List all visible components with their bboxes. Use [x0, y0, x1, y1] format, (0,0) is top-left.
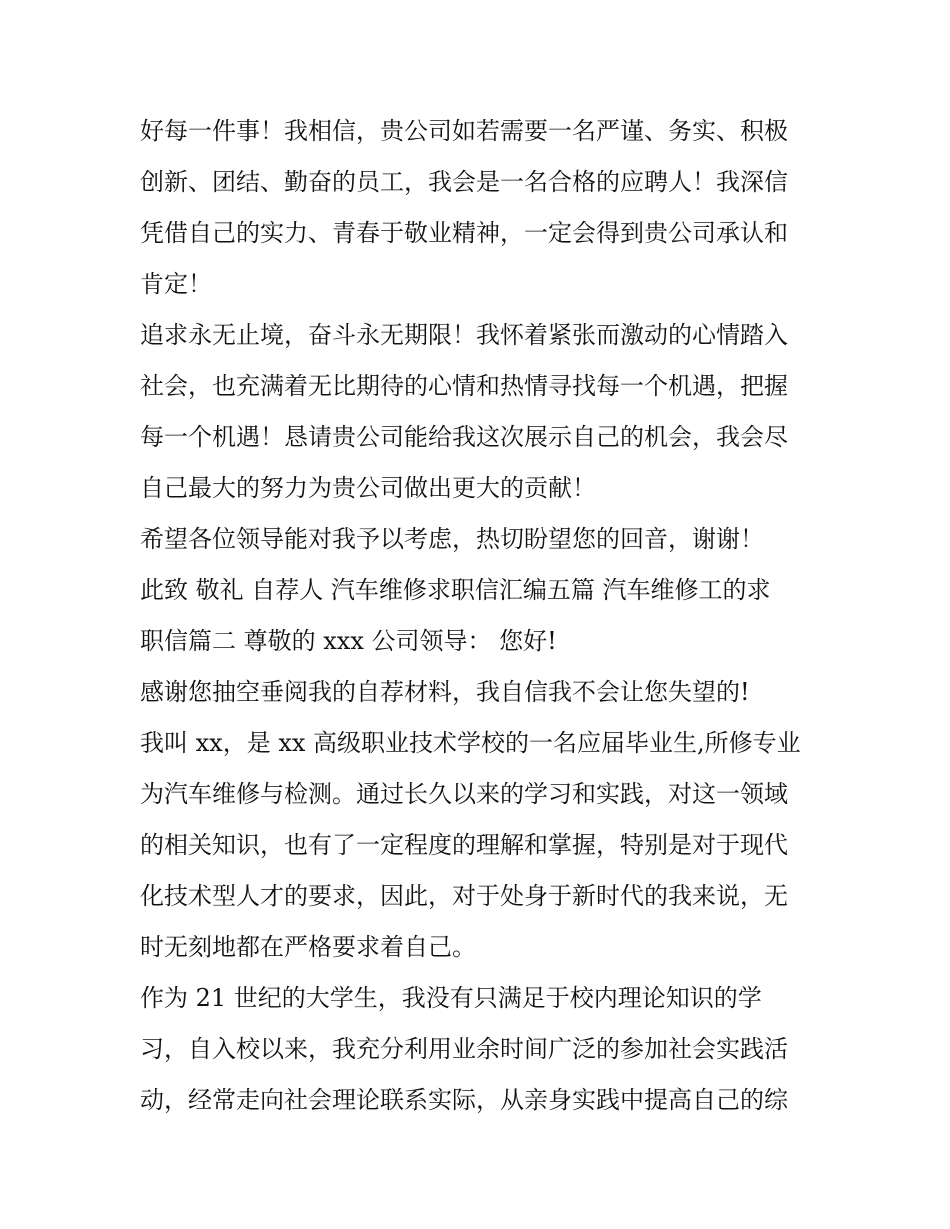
text-line: 追求永无止境，奋斗永无期限！我怀着紧张而激动的心情踏入: [140, 321, 788, 349]
text-line: 创新、团结、勤奋的员工，我会是一名合格的应聘人！我深信: [140, 168, 788, 196]
text-line: 每一个机遇！恳请贵公司能给我这次展示自己的机会，我会尽: [140, 423, 788, 451]
text-line: 自己最大的努力为贵公司做出更大的贡献！: [140, 474, 596, 502]
text-line: 职信篇二 尊敬的 xxx 公司领导： 您好!: [140, 627, 557, 655]
text-line: 社会，也充满着无比期待的心情和热情寻找每一个机遇，把握: [140, 372, 788, 400]
text-line: 的相关知识，也有了一定程度的理解和掌握，特别是对于现代: [140, 831, 788, 859]
text-line: 化技术型人才的要求，因此，对于处身于新时代的我来说，无: [140, 882, 788, 910]
text-line: 我叫 xx，是 xx 高级职业技术学校的一名应届毕业生,所修专业: [140, 729, 801, 757]
text-line: 感谢您抽空垂阅我的自荐材料，我自信我不会让您失望的!: [140, 678, 750, 706]
text-line: 时无刻地都在严格要求着自己。: [140, 933, 476, 961]
text-line: 希望各位领导能对我予以考虑，热切盼望您的回音，谢谢！: [140, 525, 764, 553]
document-body: [140, 106, 820, 1126]
text-line: 肯定！: [140, 270, 212, 298]
text-line: 为汽车维修与检测。通过长久以来的学习和实践，对这一领域: [140, 780, 788, 808]
text-line: 此致 敬礼 自荐人 汽车维修求职信汇编五篇 汽车维修工的求: [140, 576, 771, 604]
text-line: 动，经常走向社会理论联系实际，从亲身实践中提高自己的综: [140, 1086, 788, 1114]
text-line: 好每一件事！我相信，贵公司如若需要一名严谨、务实、积极: [140, 117, 788, 145]
text-line: 作为 21 世纪的大学生，我没有只满足于校内理论知识的学: [140, 984, 762, 1012]
text-line: 习，自入校以来，我充分利用业余时间广泛的参加社会实践活: [140, 1035, 788, 1063]
text-line: 凭借自己的实力、青春于敬业精神，一定会得到贵公司承认和: [140, 219, 788, 247]
